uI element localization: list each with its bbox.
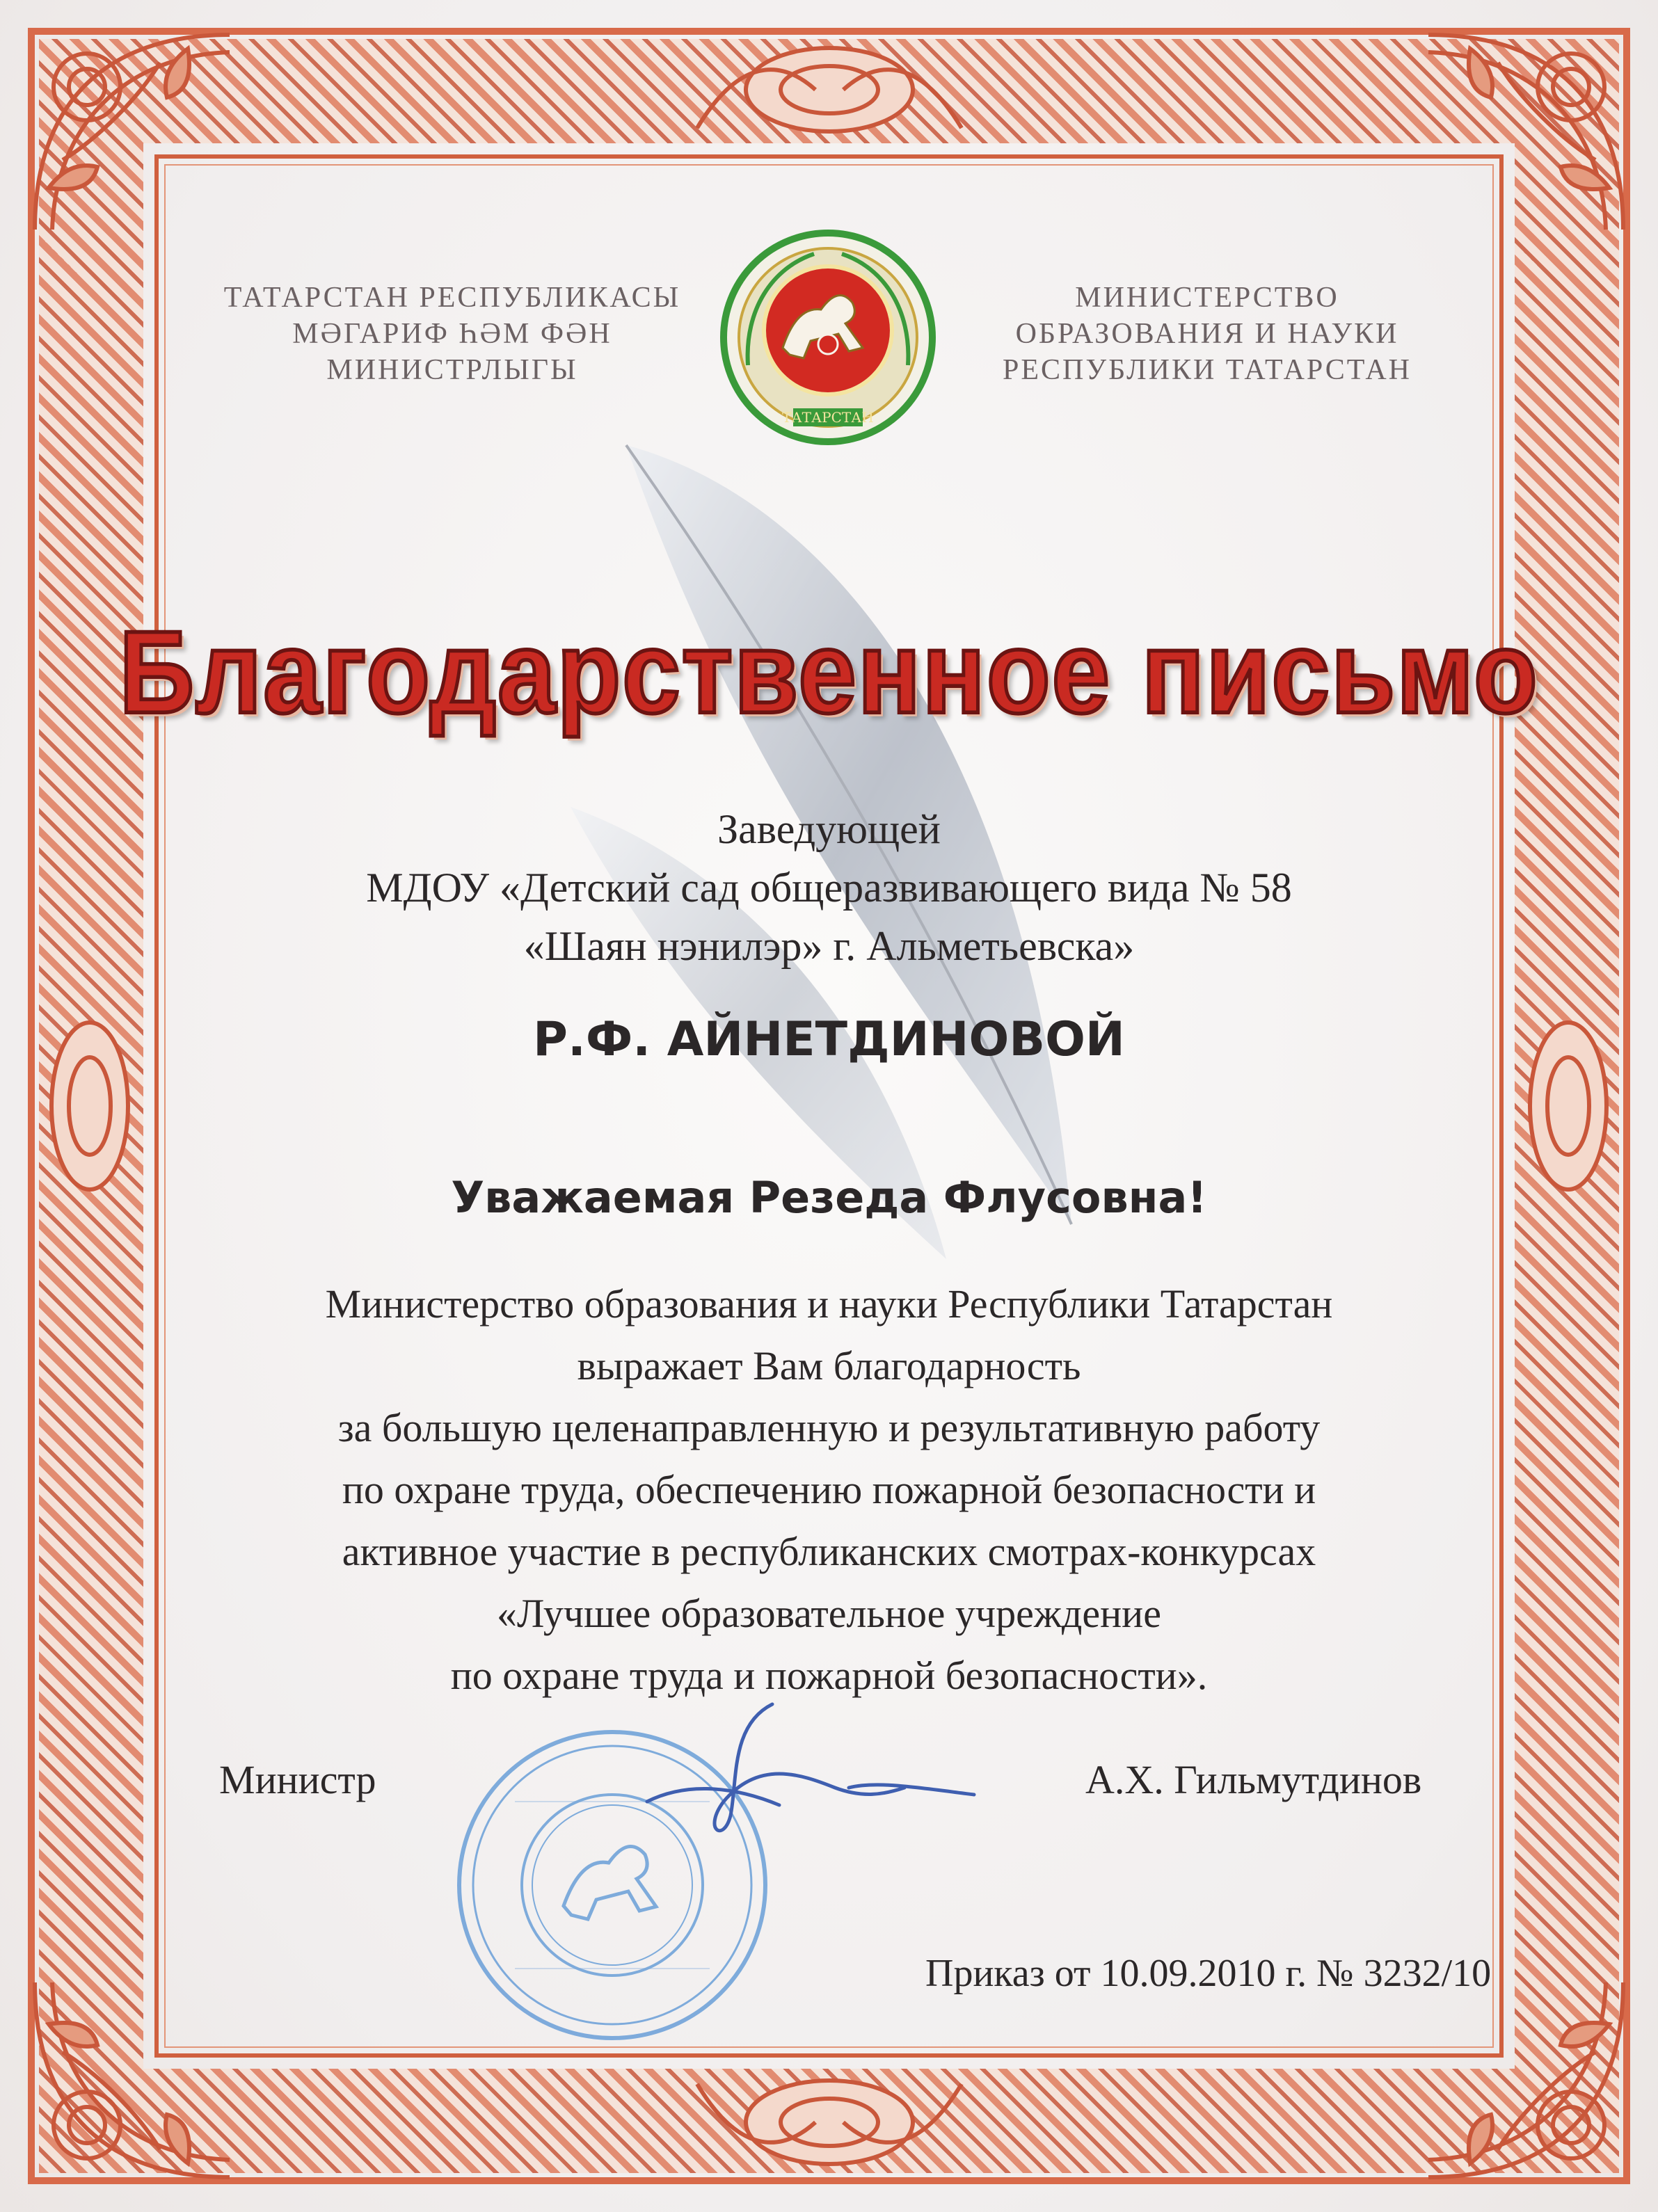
recipient-line: «Шаян нэнилэр» г. Альметьевска» [523,923,1135,969]
certificate-title: Благодарственное письмо [119,606,1539,738]
recipient-line: Заведующей [717,806,941,852]
bottom-ornament-icon [683,2063,975,2181]
recipient-name: Р.Ф. АЙНЕТДИНОВОЙ [533,1012,1125,1067]
header-right-line: РЕСПУБЛИКИ ТАТАРСТАН [1002,354,1412,386]
corner-ornament-icon [21,1969,244,2191]
header-tatar-ministry [216,280,689,388]
body-line: активное участие в республиканских смотрах-конкурсах [342,1529,1316,1574]
greeting: Уважаемая Резеда Флусовна! [451,1172,1207,1223]
body-line: Министерство образования и науки Республики Татарстан [325,1281,1333,1327]
corner-ornament-icon [1414,21,1637,243]
header-right-line: МИНИСТЕРСТВО [1075,282,1339,314]
corner-ornament-icon [1414,1969,1637,2191]
order-reference: Приказ от 10.09.2010 г. № 3232/10 [925,1952,1492,1995]
body-text [181,1273,1477,1706]
header-left-line: МИНИСТРЛЫГЫ [326,354,578,386]
body-line: «Лучшее образовательное учреждение [497,1591,1161,1636]
recipient-institution [0,800,1658,975]
tatarstan-emblem-icon [717,226,939,449]
header-left-line: ТАТАРСТАН РЕСПУБЛИКАСЫ [223,282,681,314]
recipient-line: МДОУ «Детский сад общеразвивающего вида № 58 [366,865,1292,911]
body-line: по охране труда и пожарной безопасности». [450,1653,1208,1698]
emblem-label: ТАТАРСТАН [782,409,874,426]
handwritten-signature-icon [626,1683,988,1850]
body-line: по охране труда, обеспечению пожарной безопасности и [342,1467,1316,1512]
signer-role: Министр [219,1757,376,1802]
header-russian-ministry [971,280,1444,388]
body-line: выражает Вам благодарность [577,1343,1081,1388]
top-ornament-icon [683,31,975,149]
signer-name: А.Х. Гильмутдинов [1085,1757,1422,1802]
header-right-line: ОБРАЗОВАНИЯ И НАУКИ [1015,318,1399,350]
header-left-line: МӘГАРИФ ҺӘМ ФӘН [292,318,612,350]
corner-ornament-icon [21,21,244,243]
body-line: за большую целенаправленную и результативную работу [337,1405,1321,1450]
